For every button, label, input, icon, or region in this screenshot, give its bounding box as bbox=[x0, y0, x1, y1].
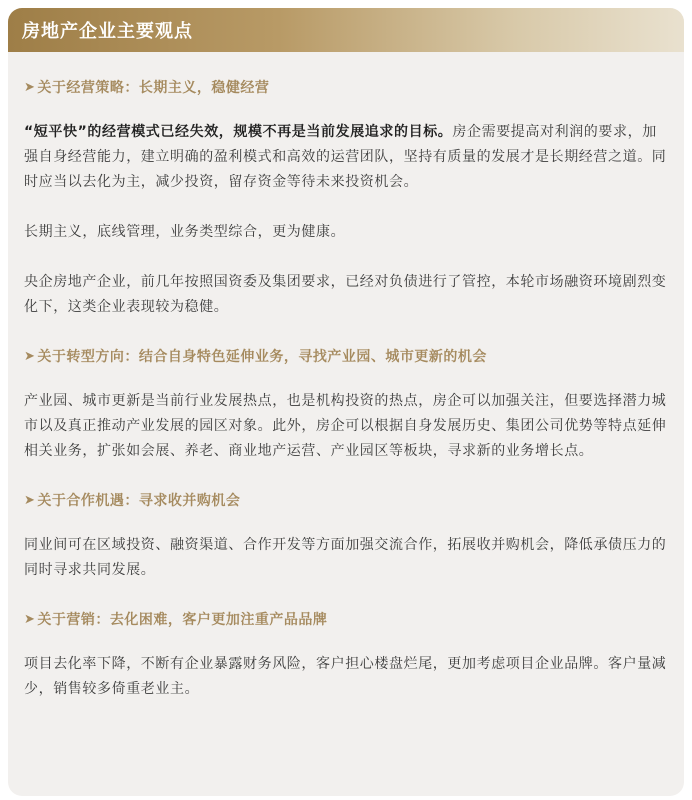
arrow-icon: ➤ bbox=[24, 348, 36, 364]
arrow-icon: ➤ bbox=[24, 79, 36, 95]
section-heading-text: 关于经营策略：长期主义，稳健经营 bbox=[37, 80, 270, 96]
section-heading-cooperation bbox=[24, 489, 668, 511]
section-heading-text: 关于转型方向：结合自身特色延伸业务，寻找产业园、城市更新的机会 bbox=[37, 349, 487, 365]
section-heading-text: 关于营销：去化困难，客户更加注重产品品牌 bbox=[37, 612, 328, 628]
bold-lead-text: “短平快”的经营模式已经失效，规模不再是当前发展追求的目标。 bbox=[24, 124, 453, 140]
paragraph-text: 房企需要提高对利润的要求，加强自身经营能力，建立明确的盈利模式和高效的运营团队，坚持有质量的发展才是长期经营之道。同时应当以去化为主，减少投资，留存资金等待未来投资机会。 bbox=[24, 124, 667, 190]
paragraph: 长期主义，底线管理，业务类型综合，更为健康。 bbox=[24, 224, 346, 240]
article-body bbox=[8, 52, 684, 702]
section-heading-text: 关于合作机遇：寻求收并购机会 bbox=[37, 493, 241, 509]
section-heading-strategy bbox=[24, 76, 668, 98]
page-title: 房地产企业主要观点 bbox=[22, 21, 193, 42]
section-heading-transformation bbox=[24, 345, 668, 367]
paragraph: 央企房地产企业，前几年按照国资委及集团要求，已经对负债进行了管控，本轮市场融资环境剧烈变化下，这类企业表现较为稳健。 bbox=[24, 274, 667, 315]
paragraph: 产业园、城市更新是当前行业发展热点，也是机构投资的热点，房企可以加强关注，但要选择潜力城市以及真正推动产业发展的园区对象。此外，房企可以根据自身发展历史、集团公司优势等特点延伸相关业务，扩张如会展、养老、商业地产运营、产业园区等板块，寻求新的业务增长点。 bbox=[24, 393, 667, 459]
arrow-icon: ➤ bbox=[24, 492, 36, 508]
paragraph: 同业间可在区域投资、融资渠道、合作开发等方面加强交流合作，拓展收并购机会，降低承债压力的同时寻求共同发展。 bbox=[24, 537, 667, 578]
content-card bbox=[8, 8, 684, 796]
paragraph: 项目去化率下降，不断有企业暴露财务风险，客户担心楼盘烂尾，更加考虑项目企业品牌。客户量减少，销售较多倚重老业主。 bbox=[24, 656, 667, 697]
section-header-bar bbox=[8, 8, 684, 52]
arrow-icon: ➤ bbox=[24, 611, 36, 627]
paragraph bbox=[24, 120, 668, 195]
section-heading-marketing bbox=[24, 608, 668, 630]
